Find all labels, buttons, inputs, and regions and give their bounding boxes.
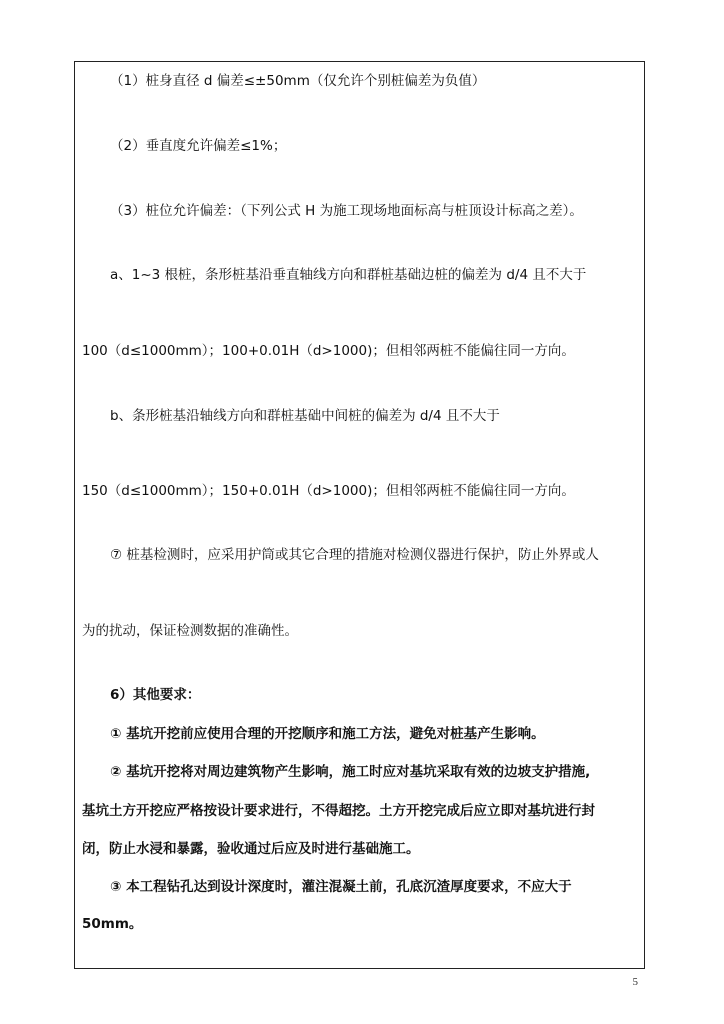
text-line: 基坑土方开挖应严格按设计要求进行，不得超挖。土方开挖完成后应立即对基坑进行封 [82, 803, 595, 819]
text-line: a、1~3 根桩，条形桩基沿垂直轴线方向和群桩基础边桩的偏差为 d/4 且不大于 [110, 267, 587, 283]
text-line: 闭，防止水浸和暴露，验收通过后应及时进行基础施工。 [82, 841, 420, 857]
text-line: ② 基坑开挖将对周边建筑物产生影响，施工时应对基坑采取有效的边坡支护措施, [110, 764, 591, 780]
text-line: b、条形桩基沿轴线方向和群桩基础中间桩的偏差为 d/4 且不大于 [110, 408, 500, 424]
text-line: ⑦ 桩基检测时，应采用护筒或其它合理的措施对检测仪器进行保护，防止外界或人 [110, 547, 599, 563]
text-line: 150（d≤1000mm）；150+0.01H（d>1000)；但相邻两桩不能偏往同一方向。 [82, 483, 575, 499]
text-line: （3）桩位允许偏差：（下列公式 H 为施工现场地面标高与桩顶设计标高之差）。 [110, 203, 583, 219]
text-line: （2）垂直度允许偏差≤1%； [110, 138, 287, 154]
text-line: ① 基坑开挖前应使用合理的开挖顺序和施工方法，避免对桩基产生影响。 [110, 726, 545, 742]
text-line: ③ 本工程钻孔达到设计深度时，灌注混凝土前，孔底沉渣厚度要求，不应大于 [110, 879, 572, 895]
content-frame [74, 61, 645, 969]
text-line: （1）桩身直径 d 偏差≤±50mm（仅允许个别桩偏差为负值） [110, 73, 486, 89]
text-line: 100（d≤1000mm）；100+0.01H（d>1000)；但相邻两桩不能偏往同一方向。 [82, 343, 575, 359]
section-heading: 6）其他要求： [110, 687, 201, 703]
text-line: 为的扰动，保证检测数据的准确性。 [82, 623, 298, 639]
text-line: 50mm。 [82, 916, 143, 932]
page-number: 5 [632, 976, 638, 988]
